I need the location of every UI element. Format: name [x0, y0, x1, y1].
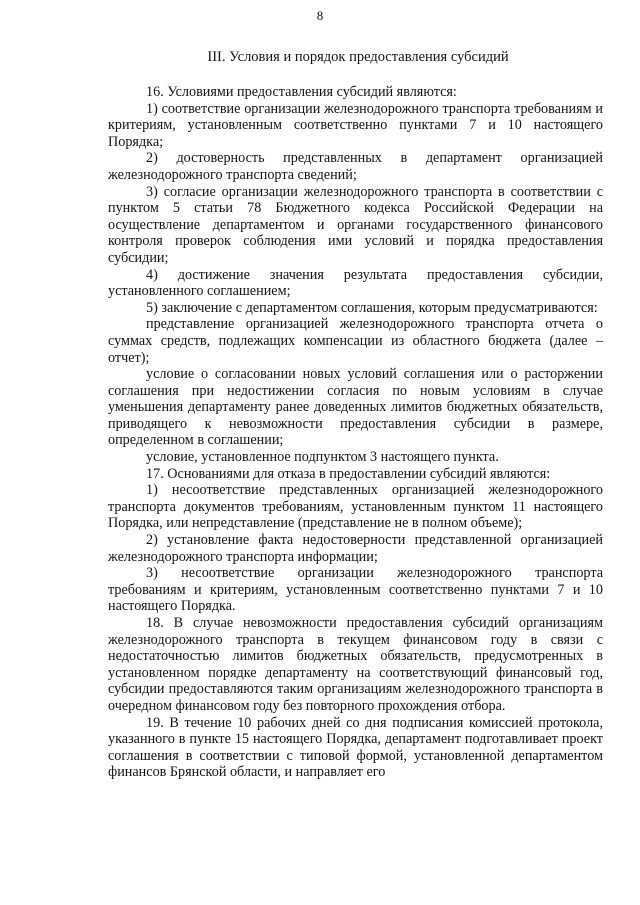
paragraph-16-item-1: 1) соответствие организации железнодорожного транспорта требованиям и критериям, установленным соответственно пунктами 7 и 10 настоящего Порядка; — [108, 100, 603, 150]
section-title: III. Условия и порядок предоставления субсидий — [207, 49, 509, 65]
paragraph-16-item-2: 2) достоверность представленных в департамент организацией железнодорожного транспорта сведений; — [108, 150, 603, 183]
agreement-condition-subpoint-3: условие, установленное подпунктом 3 настоящего пункта. — [146, 449, 499, 466]
paragraph-17-item-2: 2) установление факта недостоверности представленной организацией железнодорожного транспорта информации; — [108, 532, 603, 565]
paragraph-16-item-3: 3) согласие организации железнодорожного транспорта в соответствии с пунктом 5 статьи 78 Бюджетного кодекса Российской Федерации на осуществление департаментом и органами государственного финансового контроля проверок соблюдения ими условий и порядка предоставления субсидии; — [108, 183, 603, 266]
paragraph-17: 17. Основаниями для отказа в предоставлении субсидий являются: — [146, 465, 551, 482]
paragraph-16: 16. Условиями предоставления субсидий являются: — [146, 84, 457, 100]
paragraph-17-item-1: 1) несоответствие представленных организацией железнодорожного транспорта документов требованиям, установленным пунктом 11 настоящего Порядка, или непредставление (представление не в полном объеме); — [108, 482, 603, 532]
paragraph-16-item-5: 5) заключение с департаментом соглашения, которым предусматриваются: — [146, 299, 598, 316]
paragraph-16-item-4: 4) достижение значения результата предоставления субсидии, установленного соглашением; — [108, 266, 603, 300]
paragraph-18: 18. В случае невозможности предоставления субсидий организациям железнодорожного транспорта в текущем финансовом году в связи с недостаточностью лимитов бюджетных обязательств, предусмотренных в установленном порядке департаменту на соответствующий финансовый год, субсидии предоставляются таким организациям железнодорожного транспорта в очередном финансовом году без повторного прохождения отбора. — [108, 615, 603, 714]
body-text — [108, 84, 603, 781]
agreement-condition-renegotiation: условие о согласовании новых условий соглашения или о расторжении соглашения при недостижении согласия по новым условиям в случае уменьшения департаменту ранее доведенных лимитов бюджетных обязательств, приводящего к невозможности предоставления субсидии в размере, определенном в соглашении; — [108, 366, 603, 449]
paragraph-17-item-3: 3) несоответствие организации железнодорожного транспорта требованиям и критериям, установленным соответственно пунктами 7 и 10 настоящего Порядка. — [108, 565, 603, 615]
agreement-condition-report: представление организацией железнодорожного транспорта отчета о суммах средств, подлежащих компенсации из областного бюджета (далее – отчет); — [108, 316, 603, 366]
page-number: 8 — [316, 8, 324, 23]
paragraph-19: 19. В течение 10 рабочих дней со дня подписания комиссией протокола, указанного в пункте 15 настоящего Порядка, департамент подготавливает проект соглашения в соответствии с типовой формой, установленной департаментом финансов Брянской области, и направляет его — [108, 714, 603, 781]
